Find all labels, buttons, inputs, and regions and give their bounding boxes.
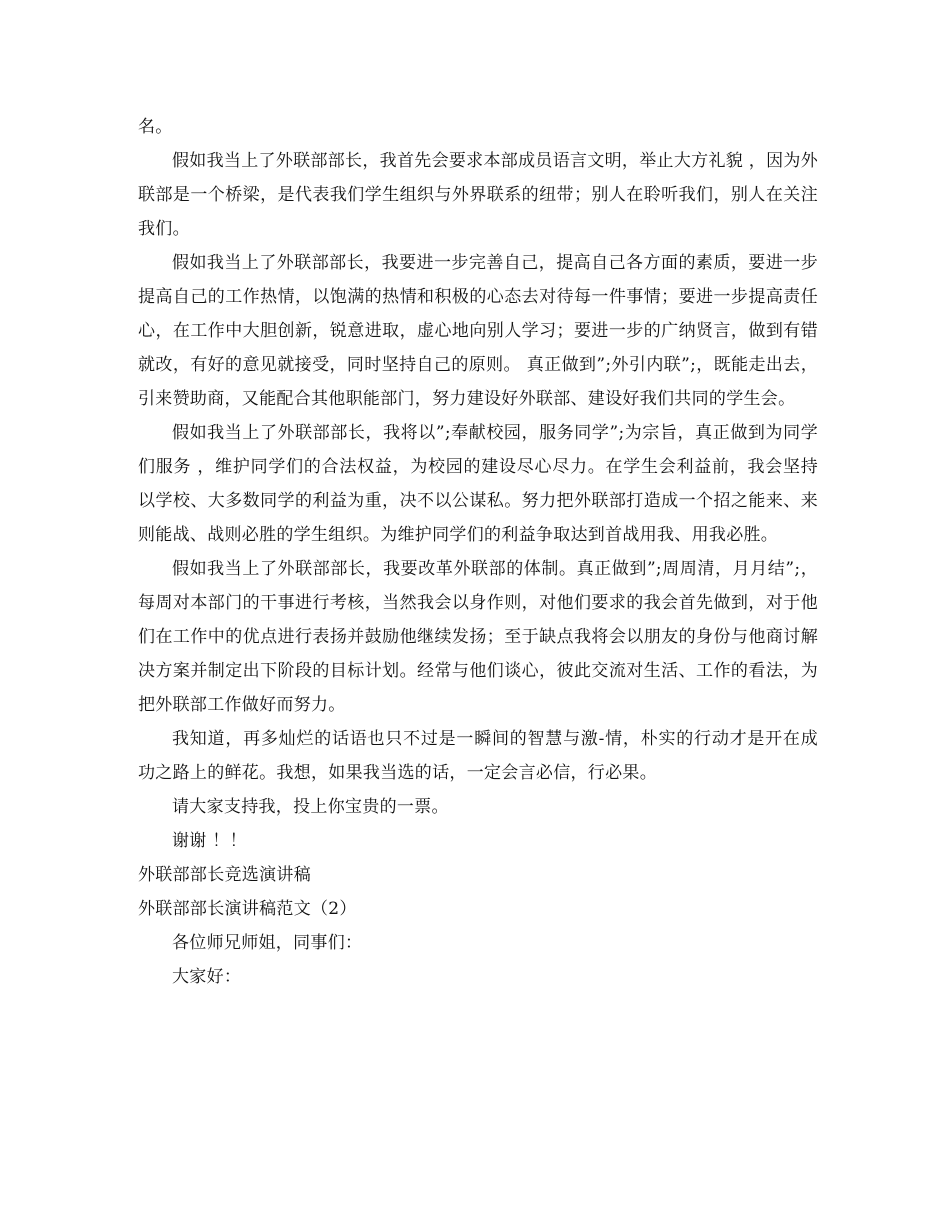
paragraph-2: 假如我当上了外联部部长，我要进一步完善自己，提高自己各方面的素质，要进一步提高自己的工作热情，以饱满的热情和积极的心态去对待每一件事情；要进一步提高责任心，在工作中大胆创新，锐意进取，虚心地向别人学习；要进一步的广纳贤言，做到有错就改，有好的意见就接受，同时坚持自己的原则。 真正做到”;外引内联”;，既能走出去，引来赞助商，又能配合其他职能部门，努力建设好外联部、建设好我们共同的学生会。 (138, 253, 818, 409)
paragraph-5: 我知道，再多灿烂的话语也只不过是一瞬间的智慧与激-情，朴实的行动才是开在成功之路上的鲜花。我想，如果我当选的话，一定会言必信，行必果。 (138, 729, 818, 783)
paragraph-thanks: 谢谢 ！！ (172, 831, 247, 851)
section-title: 外联部部长竞选演讲稿 (138, 865, 311, 885)
salutation: 各位师兄师姐，同事们： (172, 933, 363, 953)
paragraph-continuation: 名。 (138, 117, 173, 137)
section-subtitle: 外联部部长演讲稿范文（2） (138, 899, 357, 919)
paragraph-3: 假如我当上了外联部部长，我将以”;奉献校园，服务同学”;为宗旨，真正做到为同学们服务 ，维护同学们的合法权益，为校园的建设尽心尽力。在学生会利益前，我会坚持以学校、大多数同学的利益为重，决不以公谋私。努力把外联部打造成一个招之能来、来则能战、战则必胜的学生组织。为维护同学们的利益争取达到首战用我、用我必胜。 (138, 423, 818, 545)
paragraph-6: 请大家支持我，投上你宝贵的一票。 (172, 797, 449, 817)
document-body (138, 110, 818, 994)
greeting: 大家好： (172, 967, 242, 987)
paragraph-1: 假如我当上了外联部部长，我首先会要求本部成员语言文明，举止大方礼貌 ，因为外联部是一个桥梁，是代表我们学生组织与外界联系的纽带；别人在聆听我们，别人在关注我们。 (138, 151, 818, 239)
paragraph-4: 假如我当上了外联部部长，我要改革外联部的体制。真正做到”;周周清，月月结”;，每周对本部门的干事进行考核，当然我会以身作则，对他们要求的我会首先做到，对于他们在工作中的优点进行表扬并鼓励他继续发扬；至于缺点我将会以朋友的身份与他商讨解决方案并制定出下阶段的目标计划。经常与他们谈心，彼此交流对生活、工作的看法，为把外联部工作做好而努力。 (138, 559, 818, 715)
